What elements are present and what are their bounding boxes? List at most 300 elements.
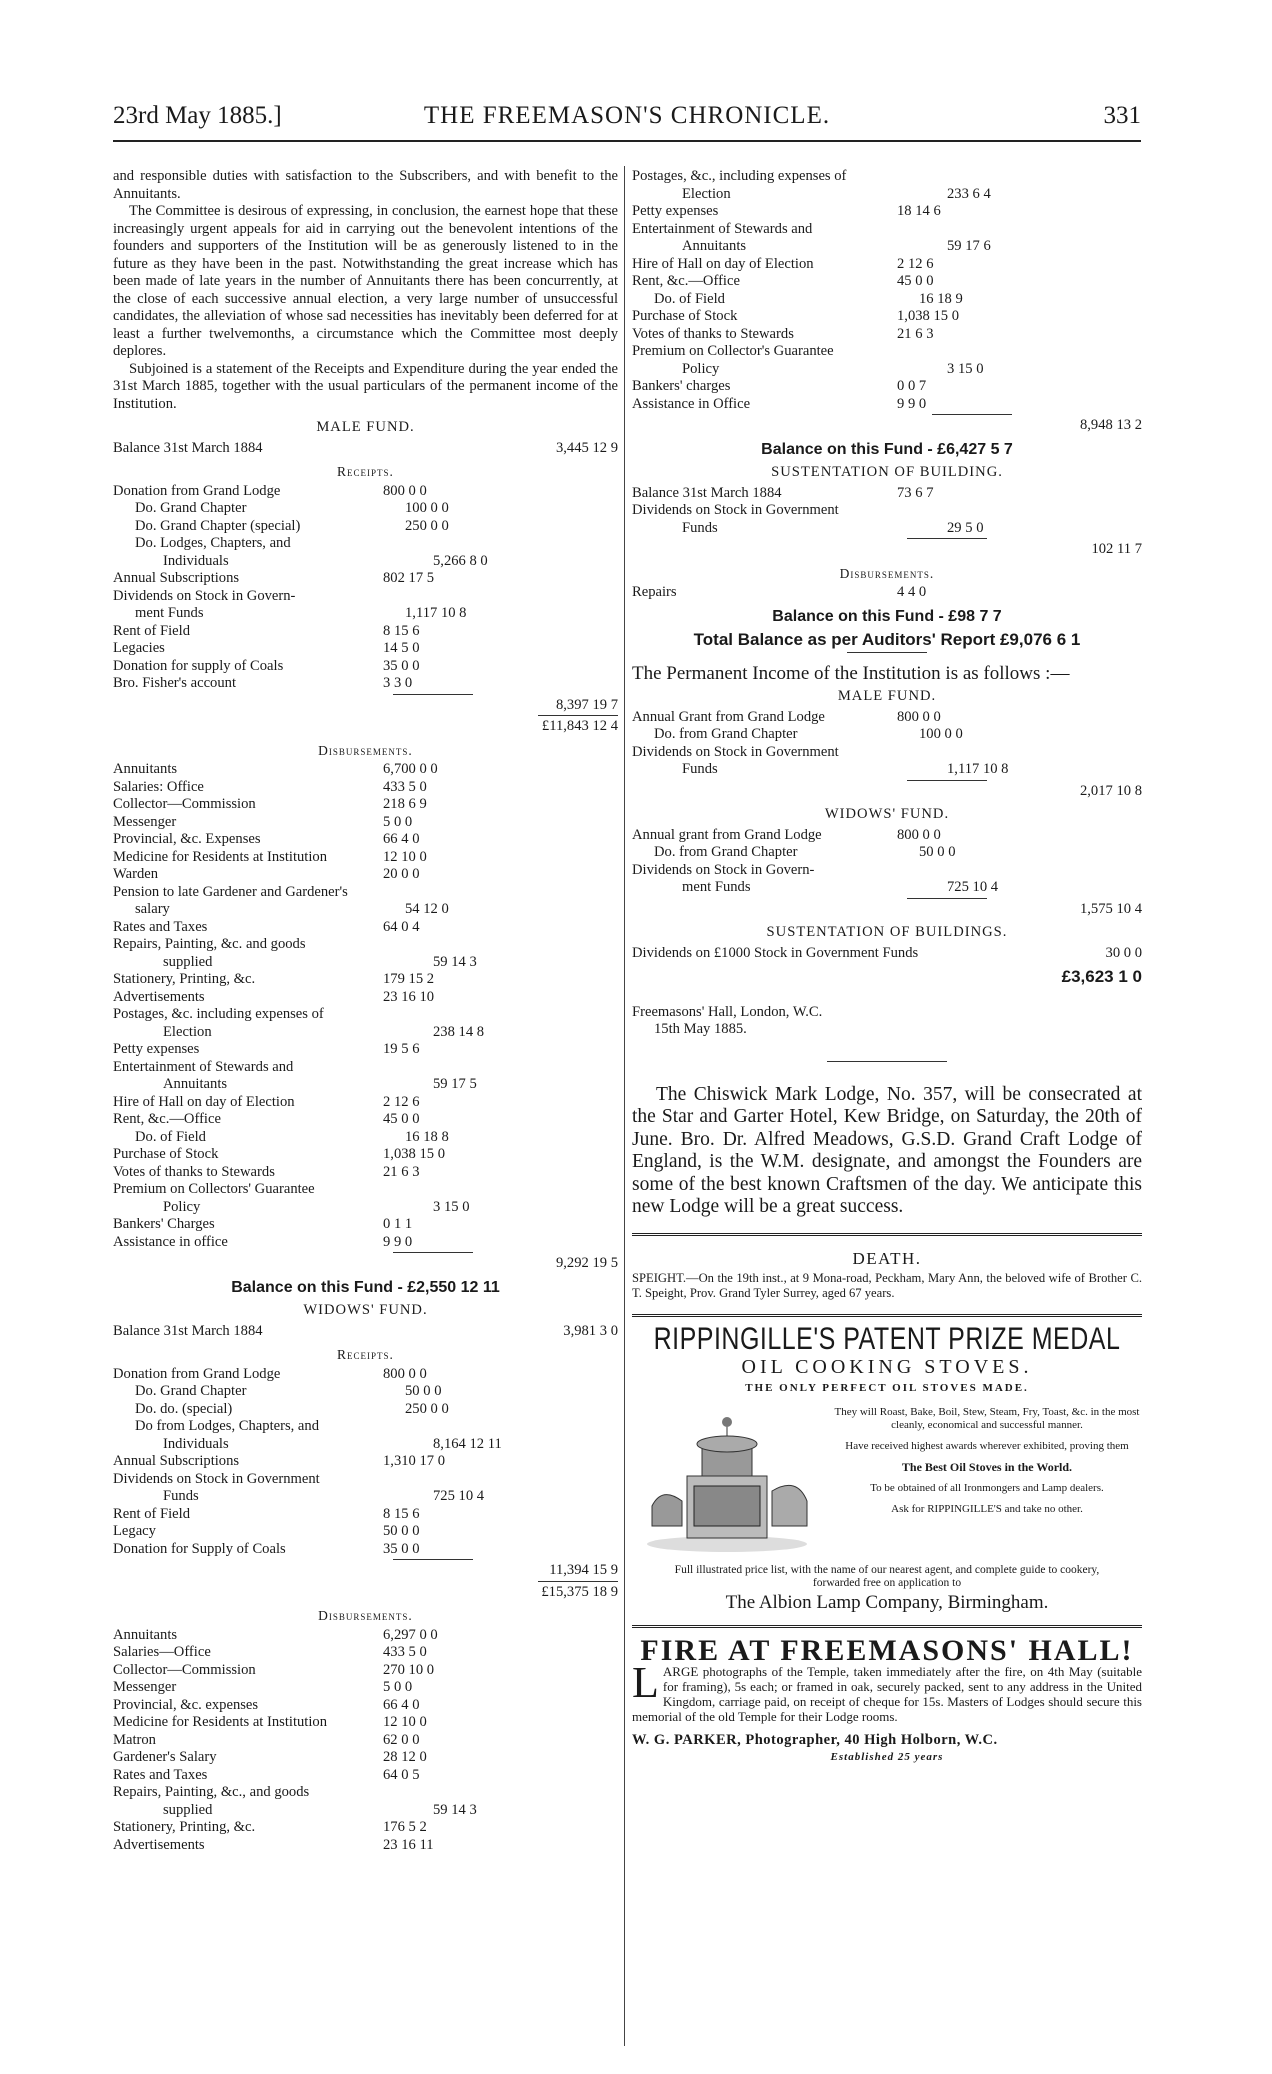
row-label: Postages, &c., including expenses of	[632, 168, 847, 184]
row-amount: 270 10 0	[383, 1661, 435, 1678]
total-rule	[538, 715, 618, 716]
row-amount: 8 15 6	[383, 622, 420, 639]
row-label: Rates and Taxes	[113, 1766, 208, 1783]
stove-drawing	[632, 1406, 822, 1556]
ledger-row	[113, 796, 618, 814]
ledger-row	[632, 396, 1142, 414]
row-amount: 8 15 6	[383, 1505, 420, 1522]
row-amount: 1,117 10 8	[405, 605, 467, 621]
row-amount: 50 0 0	[405, 1383, 442, 1399]
row-amount: 238 14 8	[433, 1023, 485, 1040]
ledger-row	[632, 203, 1142, 221]
fire-body: ARGE photographs of the Temple, taken immediately after the fire, on 4th May (suitable for framing), 5s each; or framed in oak, securely packed, sent to any address in the United Kingdom, carriage paid, on receipt of cheque for 15s. Masters of Lodges should secure this memorial of the old Temple for their Lodge rooms.	[632, 1663, 1142, 1724]
subtotal-rule	[907, 780, 987, 781]
row-amount: 19 5 6	[383, 1041, 420, 1057]
row-amount: 64 0 5	[383, 1766, 420, 1783]
row-label: supplied	[163, 953, 213, 970]
ad-subtitle: OIL COOKING STOVES.	[741, 1355, 1033, 1378]
left-column	[113, 168, 618, 1854]
total-rule	[538, 1581, 618, 1582]
ledger-row	[113, 1523, 618, 1541]
widows-disbursements-list-left	[113, 1627, 618, 1855]
row-label: Annual grant from Grand Lodge	[632, 826, 822, 843]
row-amount: 250 0 0	[405, 1400, 449, 1417]
row-amount: 59 17 6	[947, 238, 991, 254]
ledger-row	[632, 256, 1142, 274]
row-amount: 5 0 0	[383, 1679, 413, 1695]
total-balance: Total Balance as per Auditors' Report £9,076 6 1	[693, 630, 1081, 649]
row-total: 9,292 19 5	[555, 1255, 618, 1271]
ledger-row	[113, 1383, 618, 1401]
widows-receipts-list	[113, 1366, 618, 1559]
perm-male-heading: MALE FUND.	[837, 688, 937, 704]
row-label: Stationery, Printing, &c.	[113, 1819, 256, 1835]
row-amount: 1,038 15 0	[897, 308, 960, 324]
male-opening-balance	[113, 440, 618, 458]
row-amount: 5 0 0	[383, 813, 413, 830]
male-grand-total	[113, 718, 618, 736]
issue-date: 23rd May 1885.]	[113, 102, 282, 129]
row-amount: 21 6 3	[383, 1163, 420, 1180]
perm-male-total	[632, 783, 1142, 801]
row-label: Annuitants	[113, 1626, 178, 1643]
sustentation-list	[632, 485, 1142, 538]
row-label: Donation from Grand Lodge	[113, 1365, 281, 1382]
row-label: ment Funds	[682, 879, 751, 895]
row-amount: 29 5 0	[947, 519, 984, 536]
row-amount: 176 5 2	[383, 1819, 427, 1835]
perm-male-list	[632, 709, 1142, 779]
ledger-row	[113, 1059, 618, 1077]
row-label: Provincial, &c. expenses	[113, 1696, 259, 1713]
row-label: Purchase of Stock	[113, 1146, 219, 1162]
row-label: Gardener's Salary	[113, 1749, 217, 1765]
row-amount: 3 15 0	[433, 1198, 470, 1215]
row-label: Repairs, Painting, &c. and goods	[113, 936, 306, 952]
row-total: £15,375 18 9	[541, 1583, 618, 1600]
row-amount: 59 17 5	[433, 1076, 477, 1092]
ledger-row	[113, 675, 618, 693]
row-label: Warden	[113, 866, 159, 882]
ad-paragraph: Have received highest awards wherever exhibited, proving them	[845, 1439, 1129, 1452]
row-label: Bankers' Charges	[113, 1216, 215, 1232]
ledger-row	[113, 1024, 618, 1042]
row-label: Hire of Hall on day of Election	[113, 1093, 295, 1110]
established-line: Established 25 years	[830, 1751, 944, 1763]
ledger-row	[113, 1436, 618, 1454]
row-amount: 802 17 5	[383, 570, 435, 586]
sustentation-heading: SUSTENTATION OF BUILDING.	[771, 464, 1003, 480]
ledger-row	[113, 1697, 618, 1715]
section-rule	[847, 652, 927, 653]
row-label: Entertainment of Stewards and	[113, 1058, 294, 1075]
perm-sust-heading: SUSTENTATION OF BUILDINGS.	[766, 924, 1008, 940]
row-amount: 18 14 6	[897, 203, 941, 219]
row-label: Premium on Collector's Guarantee	[632, 343, 834, 359]
row-label: Annual Grant from Grand Lodge	[632, 708, 825, 725]
row-label: Salaries—Office	[113, 1644, 211, 1660]
ledger-row	[113, 1418, 618, 1436]
row-amount: 12 10 0	[383, 1714, 427, 1730]
ledger-row	[113, 1146, 618, 1164]
sustentation-disbursements-heading: Disbursements.	[839, 565, 935, 581]
separator-rule	[632, 1233, 1142, 1236]
row-amount: 800 0 0	[383, 1365, 427, 1382]
widows-grand-total	[113, 1584, 618, 1602]
row-amount: 725 10 4	[947, 879, 999, 895]
ad-paragraph: To be obtained of all Ironmongers and Lamp dealers.	[870, 1481, 1104, 1494]
row-label: Balance 31st March 1884	[113, 439, 263, 456]
row-amount: 1,310 17 0	[383, 1453, 446, 1469]
male-disbursements-list	[113, 761, 618, 1251]
row-amount: 100 0 0	[405, 500, 449, 516]
signoff	[632, 1004, 1142, 1039]
row-amount: 5,266 8 0	[433, 552, 488, 569]
male-receipts-total	[113, 697, 618, 715]
ledger-row	[113, 1627, 618, 1645]
subtotal-rule	[393, 1252, 473, 1253]
publication-title: THE FREEMASON'S CHRONICLE.	[423, 102, 831, 129]
row-amount: 250 0 0	[405, 517, 449, 534]
row-label: Do. Grand Chapter	[135, 1383, 247, 1399]
row-amount: 433 5 0	[383, 778, 427, 795]
row-label: Stationery, Printing, &c.	[113, 971, 256, 987]
ledger-row	[113, 971, 618, 989]
ledger-row	[113, 1767, 618, 1785]
male-disbursements-heading: Disbursements.	[318, 742, 413, 758]
row-label: Annuitants	[682, 238, 747, 254]
ledger-row	[113, 884, 618, 902]
row-total: 8,948 13 2	[1079, 417, 1142, 433]
row-label: Medicine for Residents at Institution	[113, 1714, 328, 1730]
subtotal-rule	[907, 538, 987, 539]
ad-paragraph: They will Roast, Bake, Boil, Stew, Steam, Fry, Toast, &c. in the most cleanly, economical and successful manner.	[834, 1405, 1140, 1431]
row-label: Repairs	[632, 584, 677, 600]
row-total: 102 11 7	[1091, 541, 1142, 557]
masthead	[113, 102, 1141, 138]
row-label: Do. of Field	[135, 1128, 206, 1145]
row-label: Provincial, &c. Expenses	[113, 831, 261, 847]
row-label: Individuals	[163, 1435, 229, 1452]
ledger-row	[113, 658, 618, 676]
ledger-row	[113, 1819, 618, 1837]
ledger-row	[113, 518, 618, 536]
row-amount: 433 5 0	[383, 1644, 427, 1660]
ledger-row	[113, 814, 618, 832]
row-label: Medicine for Residents at Institution	[113, 848, 328, 865]
row-total: 11,394 15 9	[549, 1562, 618, 1578]
ledger-row	[113, 866, 618, 884]
death-notice: SPEIGHT.—On the 19th inst., at 9 Mona-road, Peckham, Mary Ann, the beloved wife of Brother C. T. Speight, Prov. Grand Tyler Surrey, aged 67 years.	[632, 1271, 1142, 1300]
ledger-row	[113, 1837, 618, 1855]
row-amount: 35 0 0	[383, 1540, 420, 1557]
row-label: Election	[163, 1023, 212, 1040]
row-total: 30 0 0	[1105, 944, 1142, 961]
ledger-row	[113, 1164, 618, 1182]
ledger-row	[113, 936, 618, 954]
male-fund-heading: MALE FUND.	[316, 419, 415, 435]
ledger-row	[113, 1506, 618, 1524]
ledger-row	[113, 570, 618, 588]
row-amount: 66 4 0	[383, 831, 420, 847]
intro-paragraph: The Committee is desirous of expressing, in conclusion, the earnest hope that these increasingly urgent appeals for aid in carrying out the benevolent intentions of the founders and supporters of the Institution will be as generously listened to in the future as they have been in the past. Notwithstanding the great increase which has been made of late years in the number of Annuitants there has been concurrently, at the close of each successive annual election, a very large number of unsuccessful candidates, the alleviation of whose sad necessities has inevitably been deferred for at least a further twelvemonths, a circumstance which the Committee most deeply deplores.	[113, 203, 618, 359]
row-label: Balance 31st March 1884	[632, 484, 782, 501]
row-label: supplied	[163, 1801, 213, 1818]
row-label: Legacy	[113, 1523, 156, 1539]
ledger-row	[632, 291, 1142, 309]
ad-copy	[832, 1406, 1142, 1556]
fire-heading: FIRE AT FREEMASONS' HALL!	[640, 1634, 1134, 1667]
ledger-row	[113, 1111, 618, 1129]
separator-rule	[827, 1061, 947, 1062]
ledger-row	[113, 500, 618, 518]
ledger-row	[113, 483, 618, 501]
row-total: 3,981 3 0	[563, 1322, 618, 1339]
ledger-row	[632, 744, 1142, 762]
perm-widows-total	[632, 901, 1142, 919]
ledger-row	[113, 1006, 618, 1024]
row-label: Pension to late Gardener and Gardener's	[113, 883, 348, 900]
ledger-row	[113, 535, 618, 553]
ledger-row	[113, 761, 618, 779]
ledger-row	[113, 1041, 618, 1059]
male-fund-balance: Balance on this Fund - £2,550 12 11	[231, 1278, 500, 1296]
sustentation-balance: Balance on this Fund - £98 7 7	[772, 607, 1002, 625]
permanent-income-intro: The Permanent Income of the Institution is as follows :—	[632, 662, 1070, 684]
row-label: Donation for supply of Coals	[113, 657, 284, 674]
ledger-row	[113, 1749, 618, 1767]
row-label: Hire of Hall on day of Election	[632, 255, 814, 272]
repairs-row	[632, 584, 1142, 602]
ledger-row	[113, 588, 618, 606]
row-label: Purchase of Stock	[632, 308, 738, 324]
row-label: Do. Grand Chapter (special)	[135, 517, 301, 534]
ledger-row	[113, 954, 618, 972]
perm-sust-row	[632, 945, 1142, 963]
row-amount: 1,038 15 0	[383, 1146, 446, 1162]
row-label: Do. from Grand Chapter	[654, 844, 798, 860]
ledger-row	[632, 273, 1142, 291]
row-amount: 23 16 10	[383, 988, 435, 1005]
ledger-row	[632, 879, 1142, 897]
ledger-row	[113, 1234, 618, 1252]
ledger-row	[113, 1488, 618, 1506]
lodge-notice: The Chiswick Mark Lodge, No. 357, will be consecrated at the Star and Garter Hotel, Kew Bridge, on Saturday, the 20th of June. Bro. Dr. Alfred Meadows, G.S.D. Grand Craft Lodge of England, is the W.M. designate, and amongst the Founders are some of the best known Craftsmen of the day. We anticipate this new Lodge will be a great success.	[632, 1083, 1142, 1217]
row-label: Funds	[163, 1488, 199, 1504]
ledger-row	[632, 238, 1142, 256]
row-label: Rent of Field	[113, 622, 191, 639]
widows-disbursements-heading: Disbursements.	[318, 1608, 413, 1623]
widows-fund-heading: WIDOWS' FUND.	[303, 1302, 428, 1318]
row-label: Collector—Commission	[113, 1661, 256, 1678]
ledger-row	[113, 901, 618, 919]
row-label: Dividends on Stock in Government	[113, 1470, 320, 1487]
row-label: Annual Subscriptions	[113, 570, 240, 586]
ledger-row	[632, 186, 1142, 204]
row-label: Petty expenses	[632, 203, 719, 219]
row-label: Do from Lodges, Chapters, and	[135, 1418, 320, 1434]
ledger-row	[113, 1802, 618, 1820]
row-label: Matron	[113, 1731, 156, 1748]
ledger-row	[113, 1129, 618, 1147]
row-amount: 0 1 1	[383, 1216, 413, 1232]
ledger-row	[632, 168, 1142, 186]
row-label: Messenger	[113, 1679, 177, 1695]
ledger-row	[113, 553, 618, 571]
row-amount: 6,297 0 0	[383, 1626, 438, 1643]
ledger-row	[632, 221, 1142, 239]
widows-disbursements-total	[632, 417, 1142, 435]
ledger-row	[632, 378, 1142, 396]
row-amount: 9 9 0	[383, 1233, 413, 1250]
row-amount: 179 15 2	[383, 971, 435, 987]
row-label: Legacies	[113, 640, 165, 656]
row-total: 1,575 10 4	[1079, 900, 1142, 917]
row-amount: 4 4 0	[897, 584, 927, 600]
row-amount: 2 12 6	[897, 255, 934, 272]
row-amount: 23 16 11	[383, 1836, 434, 1853]
row-amount: 59 14 3	[433, 1801, 477, 1818]
ledger-row	[632, 844, 1142, 862]
row-label: Rent, &c.—Office	[632, 273, 740, 289]
row-amount: 50 0 0	[919, 844, 956, 860]
row-amount: 1,117 10 8	[947, 761, 1009, 777]
row-label: Rent, &c.—Office	[113, 1111, 221, 1127]
male-receipts-heading: Receipts.	[337, 464, 394, 479]
row-label: Advertisements	[113, 1836, 205, 1853]
row-label: Assistance in office	[113, 1233, 228, 1250]
row-label: Annuitants	[113, 761, 178, 777]
ledger-row	[113, 623, 618, 641]
row-total: £11,843 12 4	[541, 718, 618, 734]
row-label: Advertisements	[113, 988, 205, 1005]
row-label: Do. do. (special)	[135, 1400, 233, 1417]
row-amount: 3 3 0	[383, 675, 413, 691]
ledger-row	[113, 1714, 618, 1732]
fire-advert-text	[632, 1657, 1142, 1724]
subtotal-rule	[907, 898, 987, 899]
row-label: Do. of Field	[654, 290, 725, 307]
row-amount: 800 0 0	[897, 826, 941, 843]
row-amount: 21 6 3	[897, 325, 934, 342]
row-label: Messenger	[113, 813, 177, 830]
ledger-row	[113, 1453, 618, 1471]
row-amount: 35 0 0	[383, 657, 420, 674]
column-divider	[624, 166, 625, 2046]
row-amount: 20 0 0	[383, 866, 420, 882]
row-label: Salaries: Office	[113, 778, 204, 795]
ad-paragraph: Ask for RIPPINGILLE'S and take no other.	[891, 1502, 1083, 1515]
row-total: 3,445 12 9	[555, 439, 618, 456]
row-label: salary	[135, 901, 170, 917]
ledger-row	[113, 1732, 618, 1750]
intro-paragraph: and responsible duties with satisfaction to the Subscribers, and with benefit to the Annuitants.	[113, 168, 618, 202]
ledger-row	[632, 520, 1142, 538]
row-label: Dividends on Stock in Govern-	[632, 861, 815, 878]
row-amount: 28 12 0	[383, 1749, 427, 1765]
row-label: Annuitants	[163, 1076, 228, 1092]
row-amount: 64 0 4	[383, 918, 420, 935]
ledger-row	[632, 709, 1142, 727]
row-amount: 50 0 0	[383, 1523, 420, 1539]
ledger-row	[113, 831, 618, 849]
row-amount: 16 18 8	[405, 1128, 449, 1145]
row-label: Policy	[682, 360, 720, 377]
oil-stove-illustration	[632, 1406, 822, 1556]
row-total: 8,397 19 7	[555, 696, 618, 713]
row-amount: 6,700 0 0	[383, 761, 438, 777]
row-label: Votes of thanks to Stewards	[113, 1163, 275, 1180]
row-amount: 66 4 0	[383, 1696, 420, 1713]
separator-rule	[632, 1314, 1142, 1317]
row-label: Funds	[682, 761, 718, 777]
ledger-row	[632, 827, 1142, 845]
row-label: Bro. Fisher's account	[113, 675, 237, 691]
row-label: Donation for Supply of Coals	[113, 1540, 286, 1557]
ledger-row	[632, 726, 1142, 744]
ad-body	[632, 1406, 1142, 1556]
row-amount: 62 0 0	[383, 1731, 420, 1748]
row-amount: 45 0 0	[897, 273, 934, 289]
row-amount: 2 12 6	[383, 1093, 420, 1110]
subtotal-rule	[393, 694, 473, 695]
ledger-row	[632, 361, 1142, 379]
row-amount: 16 18 9	[919, 290, 963, 307]
row-amount: 725 10 4	[433, 1488, 485, 1504]
ledger-row	[113, 1784, 618, 1802]
row-label: Election	[682, 185, 731, 202]
ledger-row	[113, 1216, 618, 1234]
row-label: ment Funds	[135, 605, 204, 621]
row-label: Funds	[682, 519, 718, 536]
ledger-row	[113, 1662, 618, 1680]
row-label: Policy	[163, 1198, 201, 1215]
row-amount: 59 14 3	[433, 953, 477, 970]
subtotal-rule	[393, 1559, 473, 1560]
row-amount: 0 0 7	[897, 378, 927, 394]
row-amount: 12 10 0	[383, 848, 427, 865]
widows-opening-balance	[113, 1323, 618, 1341]
row-label: Do. Grand Chapter	[135, 500, 247, 516]
ledger-row	[632, 326, 1142, 344]
row-amount: 800 0 0	[897, 708, 941, 725]
row-label: Individuals	[163, 552, 229, 569]
ledger-row	[113, 1094, 618, 1112]
row-label: Collector—Commission	[113, 796, 256, 812]
row-label: Postages, &c. including expenses of	[113, 1006, 324, 1022]
sustentation-total	[632, 541, 1142, 559]
ledger-row	[113, 989, 618, 1007]
row-amount: 73 6 7	[897, 484, 934, 501]
widows-disbursements-list-right	[632, 168, 1142, 413]
row-amount: 9 9 0	[897, 395, 927, 412]
ad-paragraph: The Best Oil Stoves in the World.	[901, 1459, 1073, 1474]
ledger-row	[113, 1199, 618, 1217]
row-label: Premium on Collectors' Guarantee	[113, 1181, 315, 1197]
perm-grand-total: £3,623 1 0	[1061, 967, 1142, 986]
row-label: Dividends on Stock in Government	[632, 743, 839, 760]
perm-widows-list	[632, 827, 1142, 897]
row-amount: 100 0 0	[919, 726, 963, 742]
ledger-row	[632, 502, 1142, 520]
row-amount: 14 5 0	[383, 640, 420, 656]
ledger-row	[113, 1366, 618, 1384]
row-label: Rent of Field	[113, 1505, 191, 1522]
ad-footer: Full illustrated price list, with the name of our nearest agent, and complete guide to cookery, forwarded free on application to	[674, 1563, 1100, 1589]
row-amount: 233 6 4	[947, 185, 991, 202]
ledger-row	[113, 1679, 618, 1697]
ledger-row	[632, 862, 1142, 880]
